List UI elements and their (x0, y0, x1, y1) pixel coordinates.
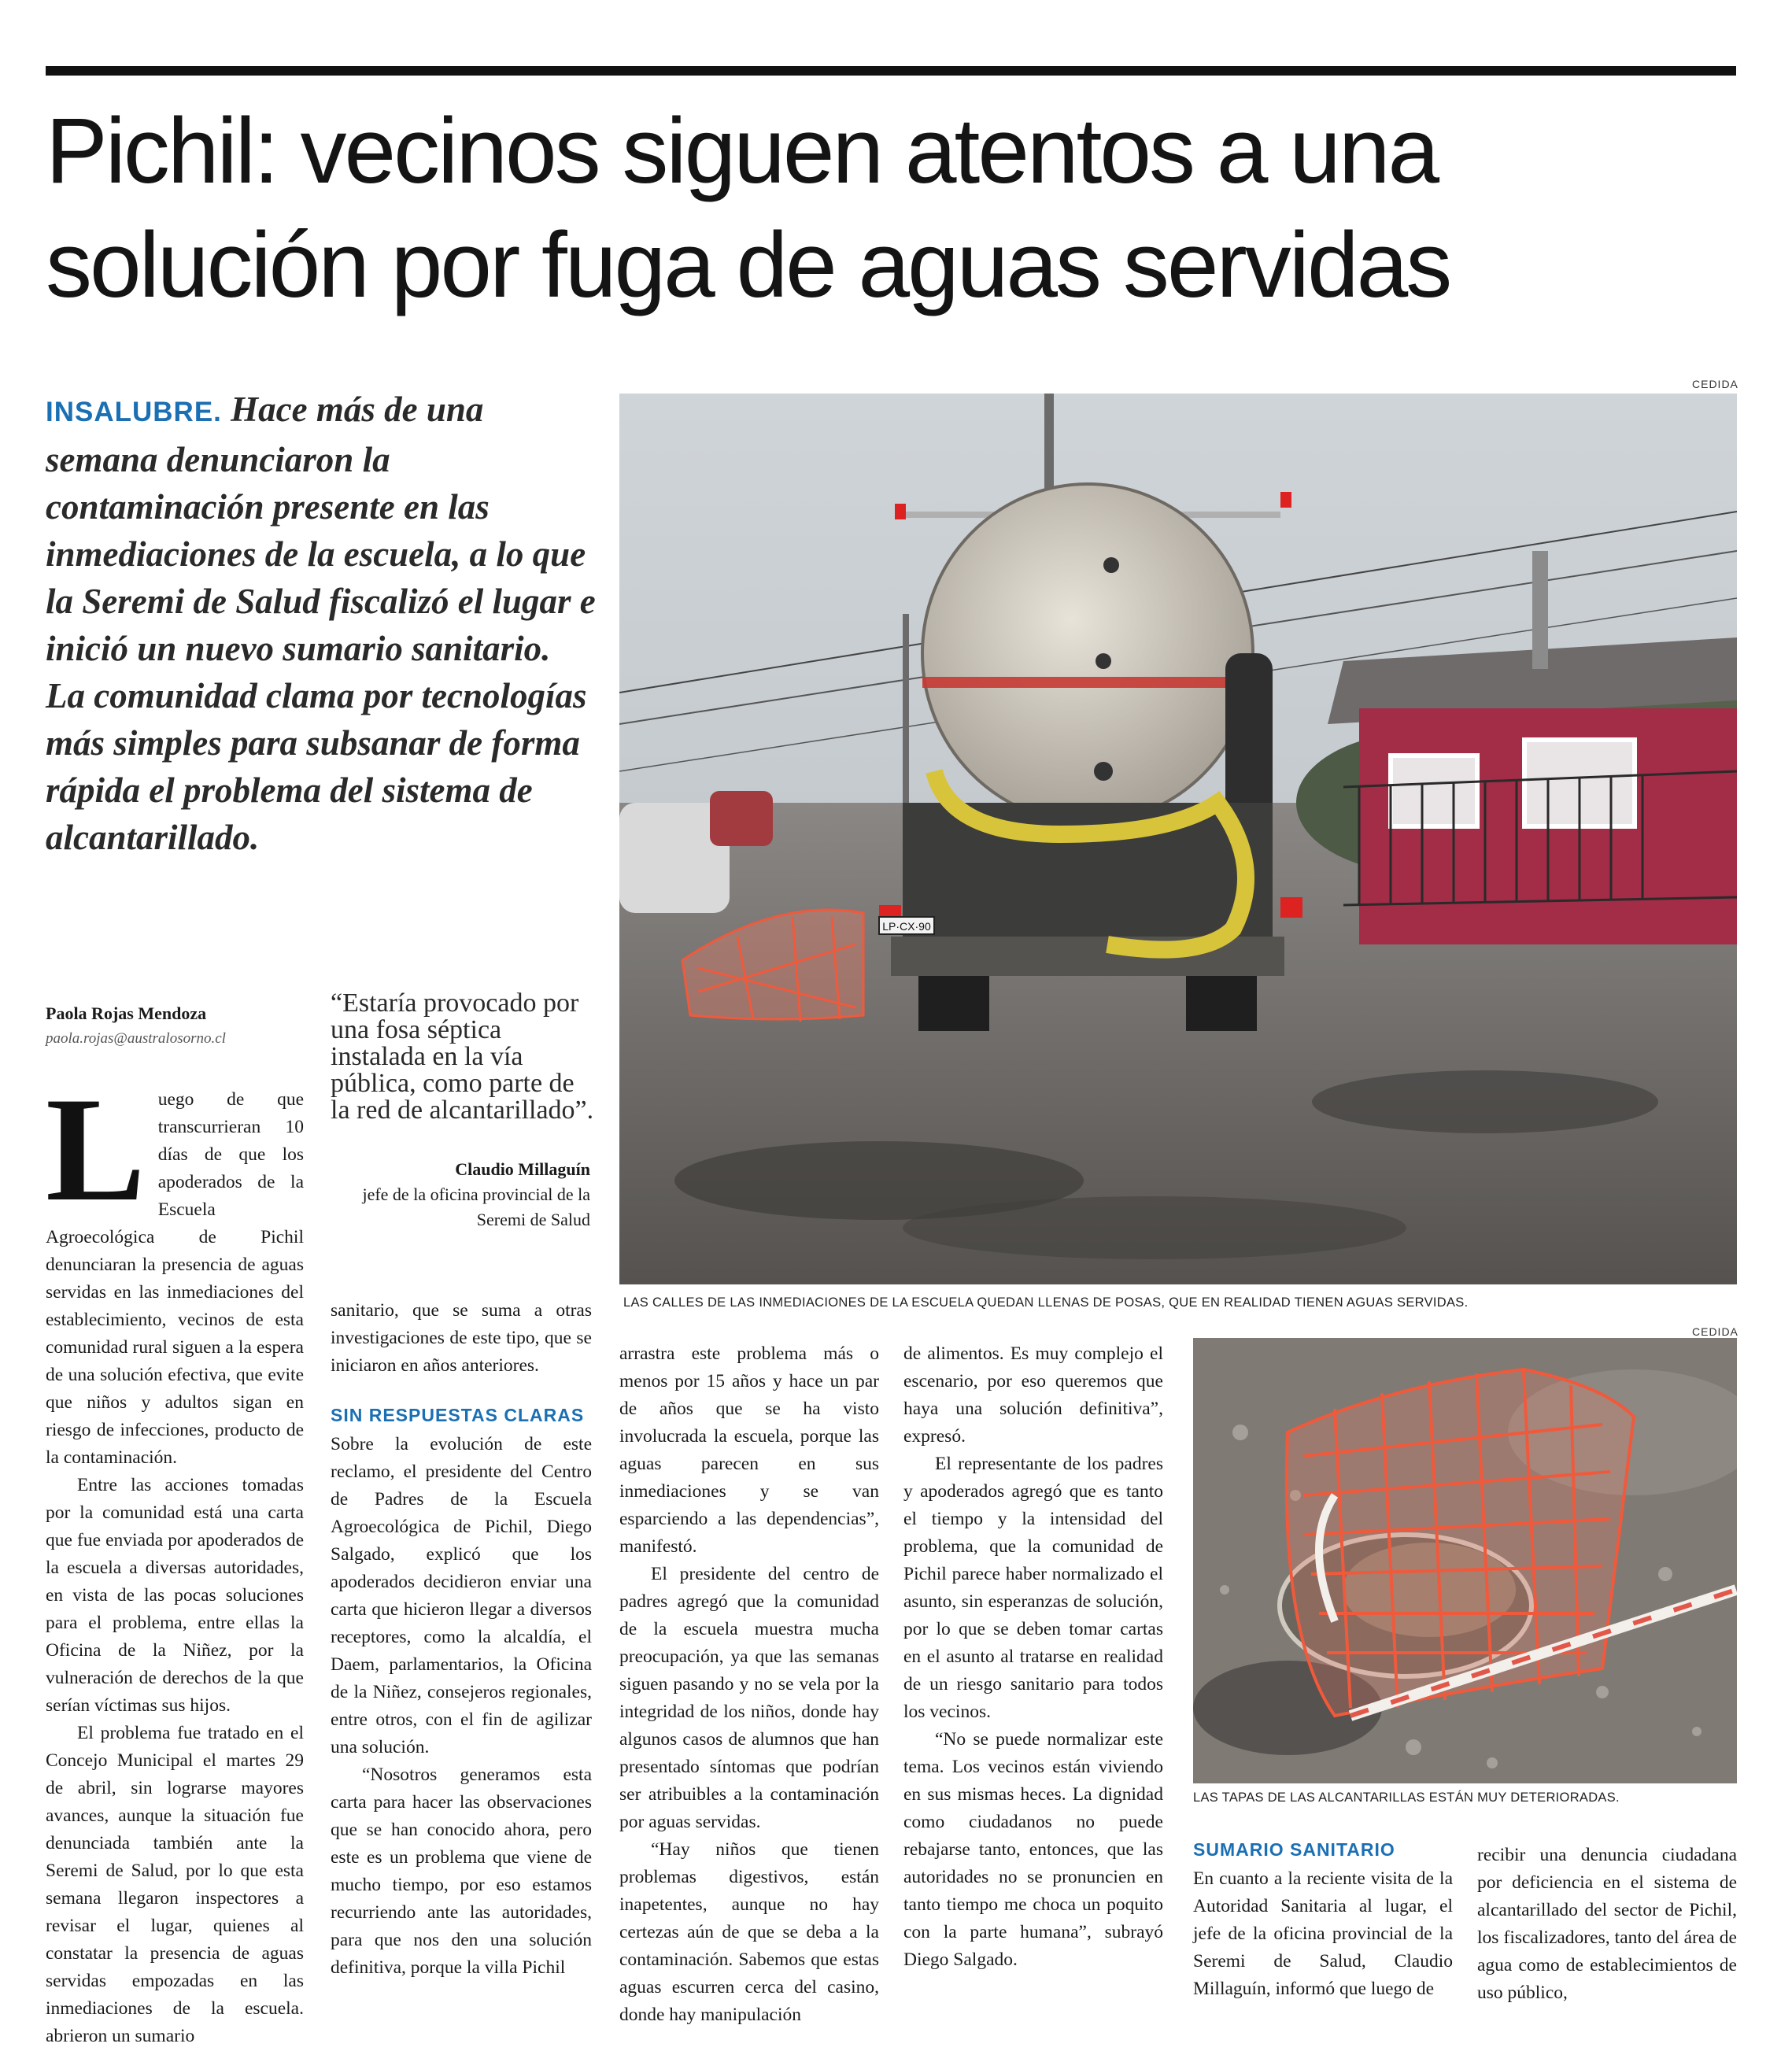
byline (46, 1001, 313, 1051)
paragraph: Entre las acciones tomadas por la comunidad está una carta que fue enviada por apoderados de la escuela a diversas autoridades, en vista de las pocas soluciones para el problema, entre ellas la Oficina de la Niñez, por la vulneración de derechos de la que serían víctimas sus hijos. (46, 1475, 304, 1716)
paragraph: “Nosotros generamos esta carta para hacer las observaciones que se han conocido ahora, pero este es un problema que viene de mucho tiempo, por eso estamos recurriendo ante las autoridades, para que nos den una solución definitiva, porque la villa Pichil (331, 1765, 592, 1978)
paragraph: de alimentos. Es muy complejo el escenario, por eso queremos que haya una solución definitiva”, expresó. (903, 1343, 1163, 1447)
photo-small (1193, 1338, 1737, 1783)
dropcap: L (46, 1067, 146, 1232)
body-column-4 (903, 1340, 1163, 1974)
paragraph: “No se puede normalizar este tema. Los vecinos están viviendo en sus mismas heces. La dignidad como ciudadanos no puede rebajarse tanto, entonces, que las autoridades no se pronuncien en tanto tiempo me choca un poquito con la parte humana”, subrayó Diego Salgado. (903, 1729, 1163, 1970)
body-column-2 (331, 1297, 592, 1982)
lead-kicker: INSALUBRE. (46, 397, 222, 427)
author-email: paola.rojas@australosorno.cl (46, 1030, 226, 1047)
photo-small-caption: LAS TAPAS DE LAS ALCANTARILLAS ESTÁN MUY DETERIORADAS. (1193, 1790, 1620, 1805)
top-rule (46, 66, 1736, 76)
paragraph: “Hay niños que tienen problemas digestivos, están inapetentes, aunque no hay certezas aún de que se deba a la contaminación. Sabemos que estas aguas escurren cerca del casino, donde hay manipulación (619, 1839, 879, 2025)
paragraph: recibir una denuncia ciudadana por deficiencia en el sistema de alcantarillado del sector de Pichil, los fiscalizadores, tanto del área de agua como de establecimientos de uso público, (1477, 1845, 1737, 2003)
truck-plate: LP·CX·90 (882, 920, 931, 933)
paragraph: El problema fue tratado en el Concejo Municipal el martes 29 de abril, sin lograrse mayores avances, aunque la situación fue denunciada también ante la Seremi de Salud, por lo que esta semana llegaron inspectores a revisar el lugar, quienes al constatar la presencia de aguas servidas empozadas en las inmediaciones de la escuela. abrieron un sumario (46, 1723, 304, 2046)
pull-quote-source (331, 1157, 590, 1232)
body-column-1 (46, 1067, 304, 2050)
photo-main-credit: CEDIDA (1692, 378, 1738, 390)
headline: Pichil: vecinos siguen atentos a una solución por fuga de aguas servidas (46, 99, 1450, 317)
body-column-6 (1477, 1842, 1737, 2007)
paragraph-text: uego de que transcurrieran 10 días de que los apoderados de la Escuela Agroecológica de Pichil denunciaran la presencia de aguas servidas en las inmediaciones del establecimiento, vecinos de esta comunidad rural siguen a la espera de una solución efectiva, que evite que niños y adultos sigan en riesgo de infecciones, producto de la contaminación. (46, 1089, 304, 1468)
pull-quote-role: jefe de la oficina provincial de la Seremi de Salud (362, 1184, 590, 1229)
subhead: SIN RESPUESTAS CLARAS (331, 1405, 585, 1425)
author-name: Paola Rojas Mendoza (46, 1003, 207, 1023)
paragraph: sanitario, que se suma a otras investigaciones de este tipo, que se iniciaron en años anteriores. (331, 1300, 592, 1376)
paragraph: Sobre la evolución de este reclamo, el presidente del Centro de Padres de la Escuela Agroecológica de Pichil, Diego Salgado, explicó que los apoderados decidieron enviar una carta que hicieron llegar a diversos receptores, como la alcaldía, el Daem, parlamentarios, la Oficina de la Niñez, consejeros regionales, entre otros, con el fin de agilizar una solución. (331, 1434, 592, 1757)
pull-quote: “Estaría provocado por una fosa séptica instalada en la vía pública, como parte de la red de alcantarillado”. (331, 989, 594, 1125)
paragraph: El representante de los padres y apoderados agregó que es tanto el tiempo y la intensidad del problema, que la comunidad de Pichil parece haber normalizado el asunto, sin esperanzas de solución, por lo que se deben tomar cartas en el asunto al tratarse en realidad de un riesgo sanitario para todos los vecinos. (903, 1454, 1163, 1722)
pull-quote-name: Claudio Millaguín (455, 1159, 590, 1179)
photo-main-caption: LAS CALLES DE LAS INMEDIACIONES DE LA ESCUELA QUEDAN LLENAS DE POSAS, QUE EN REALIDAD TIENEN AGUAS SERVIDAS. (623, 1295, 1469, 1310)
lead-paragraph (46, 386, 597, 861)
photo-small-credit: CEDIDA (1692, 1325, 1738, 1338)
paragraph (46, 1067, 304, 1472)
paragraph: En cuanto a la reciente visita de la Autoridad Sanitaria al lugar, el jefe de la oficina provincial de la Seremi de Salud, Claudio Millaguín, informó que luego de (1193, 1868, 1453, 1999)
photo-main (619, 394, 1737, 1284)
body-column-5 (1193, 1836, 1453, 2003)
lead-text: Hace más de una semana denunciaron la contaminación presente en las inmediaciones de la escuela, a lo que la Seremi de Salud fiscalizó el lugar e inició un nuevo sumario sanitario. La comunidad clama por tecnologías más simples para subsanar de forma rápida el problema del sistema de alcantarillado. (46, 390, 596, 857)
paragraph: El presidente del centro de padres agregó que la comunidad de la escuela muestra mucha preocupación, ya que las semanas siguen pasando y no se vela por la integridad de los niños, donde hay algunos casos de alumnos que han presentado síntomas que podrían ser atribuibles a la contaminación por aguas servidas. (619, 1564, 879, 1832)
subhead: SUMARIO SANITARIO (1193, 1839, 1395, 1860)
paragraph: arrastra este problema más o menos por 15 años y hace un par de años que se ha visto involucrada la escuela, porque las aguas parecen en sus inmediaciones y se van esparciendo a las dependencias”, manifestó. (619, 1343, 879, 1557)
body-column-3 (619, 1340, 879, 2029)
